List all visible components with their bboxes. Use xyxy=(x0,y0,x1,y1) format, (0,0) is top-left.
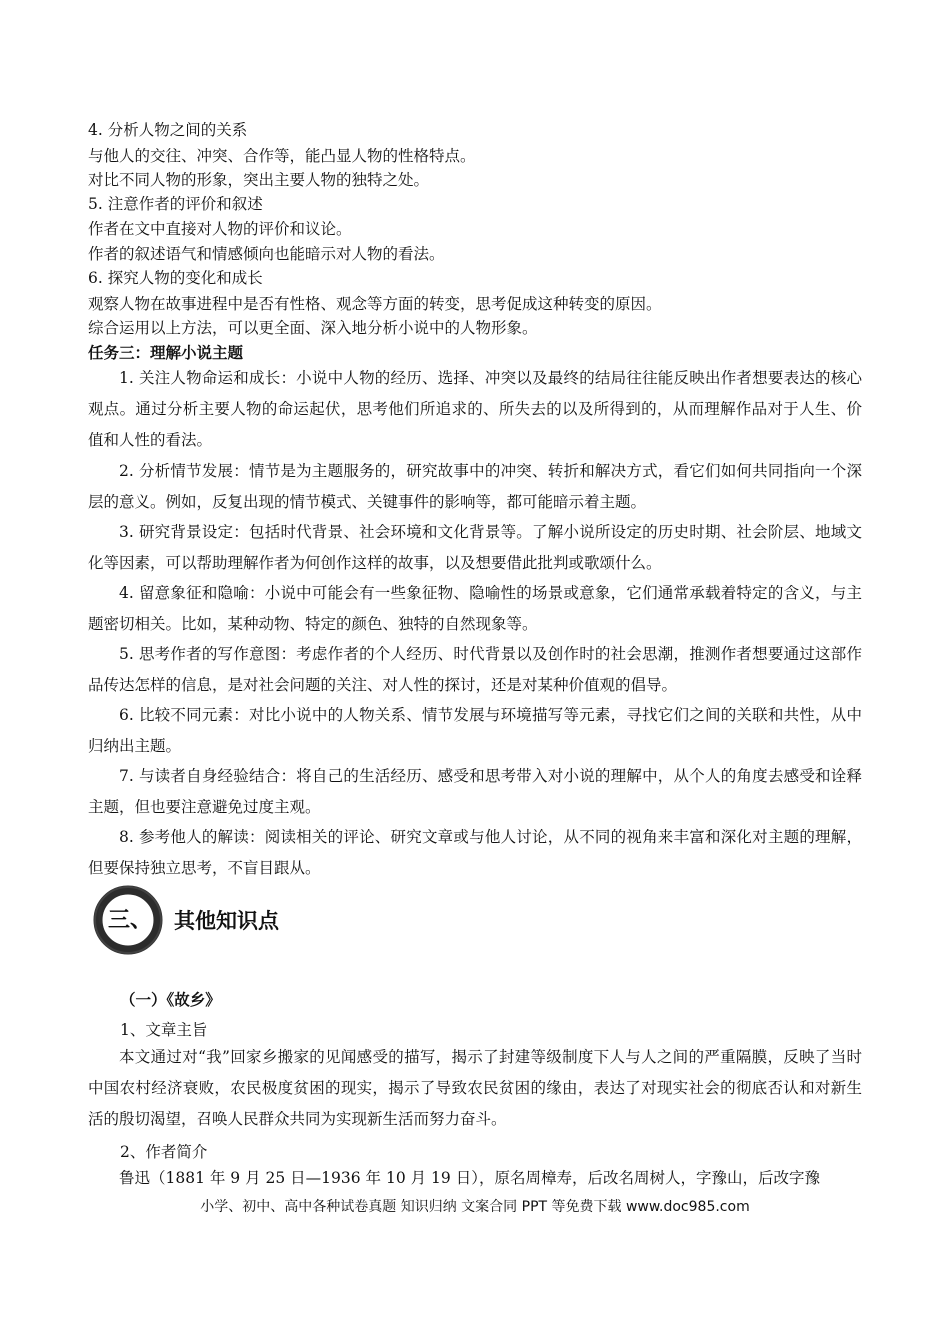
task3-title: 任务三：理解小说主题 xyxy=(88,343,244,362)
text-line: 作者在文中直接对人物的评价和议论。 xyxy=(88,220,352,238)
author-paragraph: 鲁迅（1881 年 9 月 25 日—1936 年 10 月 19 日），原名周樟寿，后改名周树人，字豫山，后改字豫 xyxy=(119,1169,820,1187)
task3-item-6: 6. 比较不同元素：对比小说中的人物关系、情节发展与环境描写等元素，寻找它们之间的关联和共性，从中归纳出主题。 xyxy=(88,706,862,755)
subheading-theme: 1、文章主旨 xyxy=(120,1021,208,1039)
task3-item-2: 2. 分析情节发展：情节是为主题服务的，研究故事中的冲突、转折和解决方式，看它们如何共同指向一个深层的意义。例如，反复出现的情节模式、关键事件的影响等，都可能暗示着主题。 xyxy=(88,462,862,511)
text-line: 与他人的交往、冲突、合作等，能凸显人物的性格特点。 xyxy=(88,147,476,165)
theme-paragraph: 本文通过对“我”回家乡搬家的见闻感受的描写，揭示了封建等级制度下人与人之间的严重隔膜，反映了当时中国农村经济衰败，农民极度贫困的现实，揭示了导致农民贫困的缘由，表达了对现实社会的彻底否认和对新生活的殷切渴望，召唤人民群众共同为实现新生活而努力奋斗。 xyxy=(88,1048,862,1128)
task3-item-1: 1. 关注人物命运和成长：小说中人物的经历、选择、冲突以及最终的结局往往能反映出作者想要表达的核心观点。通过分析主要人物的命运起伏，思考他们所追求的、所失去的以及所得到的，从而理解作品对于人生、价值和人性的看法。 xyxy=(88,369,862,449)
heading-relationships: 4. 分析人物之间的关系 xyxy=(88,121,248,139)
section-title: 其他知识点 xyxy=(174,909,279,933)
task3-item-5: 5. 思考作者的写作意图：考虑作者的个人经历、时代背景以及创作时的社会思潮，推测作者想要通过这部作品传达怎样的信息，是对社会问题的关注、对人性的探讨，还是对某种价值观的倡导。 xyxy=(88,645,862,694)
footer-banner: 小学、初中、高中各种试卷真题 知识归纳 文案合同 PPT 等免费下载 www.doc985.com xyxy=(200,1199,750,1215)
task3-item-7: 7. 与读者自身经验结合：将自己的生活经历、感受和思考带入对小说的理解中，从个人的角度去感受和诠释主题，但也要注意避免过度主观。 xyxy=(88,767,862,816)
subheading-author: 2、作者简介 xyxy=(120,1143,208,1161)
text-line: 对比不同人物的形象，突出主要人物的独特之处。 xyxy=(88,171,430,189)
section-number: 三、 xyxy=(108,908,153,933)
task3-item-3: 3. 研究背景设定：包括时代背景、社会环境和文化背景等。了解小说所设定的历史时期、社会阶层、地域文化等因素，可以帮助理解作者为何创作这样的故事，以及想要借此批判或歌颂什么。 xyxy=(88,523,862,572)
guxiang-heading: （一）《故乡》 xyxy=(120,990,221,1009)
task3-item-8: 8. 参考他人的解读：阅读相关的评论、研究文章或与他人讨论，从不同的视角来丰富和深化对主题的理解，但要保持独立思考，不盲目跟从。 xyxy=(88,828,862,877)
task3-item-4: 4. 留意象征和隐喻：小说中可能会有一些象征物、隐喻性的场景或意象，它们通常承载着特定的含义，与主题密切相关。比如，某种动物、特定的颜色、独特的自然现象等。 xyxy=(88,584,862,633)
heading-author-evaluation: 5. 注意作者的评价和叙述 xyxy=(88,195,263,213)
text-line: 作者的叙述语气和情感倾向也能暗示对人物的看法。 xyxy=(88,245,445,263)
text-line: 综合运用以上方法，可以更全面、深入地分析小说中的人物形象。 xyxy=(88,319,538,337)
text-line: 观察人物在故事进程中是否有性格、观念等方面的转变，思考促成这种转变的原因。 xyxy=(88,295,662,313)
heading-character-growth: 6. 探究人物的变化和成长 xyxy=(88,269,263,287)
